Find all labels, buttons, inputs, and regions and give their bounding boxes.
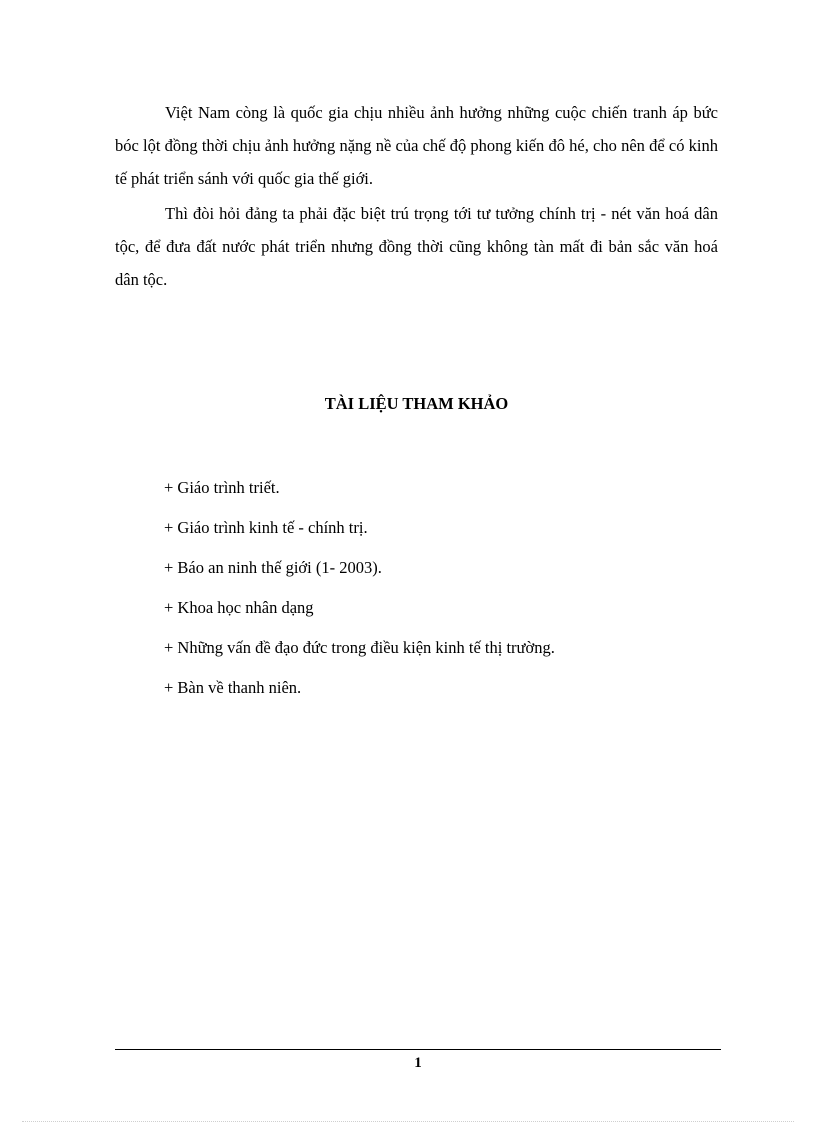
page-edge-divider [22,1121,794,1122]
reference-item: + Báo an ninh thế giới (1- 2003). [164,558,382,577]
page-number: 1 [414,1055,422,1071]
body-text [115,96,718,298]
references-heading: TÀI LIỆU THAM KHẢO [324,394,509,413]
footer-divider [115,1049,721,1050]
reference-item: + Giáo trình triết. [164,478,280,497]
reference-item: + Bàn về thanh niên. [164,678,302,697]
paragraph: Việt Nam còng là quốc gia chịu nhiều ảnh hưởng những cuộc chiến tranh áp bức bóc lột đồng thời chịu ảnh hưởng nặng nề của chế độ phong kiến đô hé, cho nên để có kinh tế phát triển sánh với quốc gia thế giới. [115,103,718,188]
references-list [164,468,724,708]
reference-item: + Những vấn đề đạo đức trong điều kiện kinh tế thị trường. [164,638,555,657]
reference-item: + Khoa học nhân dạng [164,598,314,617]
reference-item: + Giáo trình kinh tế - chính trị. [164,518,368,537]
paragraph: Thì đòi hỏi đảng ta phải đặc biệt trú trọng tới tư tưởng chính trị - nét văn hoá dân tộc, để đưa đất nước phát triển nhưng đồng thời cũng không tàn mất đi bản sắc văn hoá dân tộc. [115,204,718,289]
